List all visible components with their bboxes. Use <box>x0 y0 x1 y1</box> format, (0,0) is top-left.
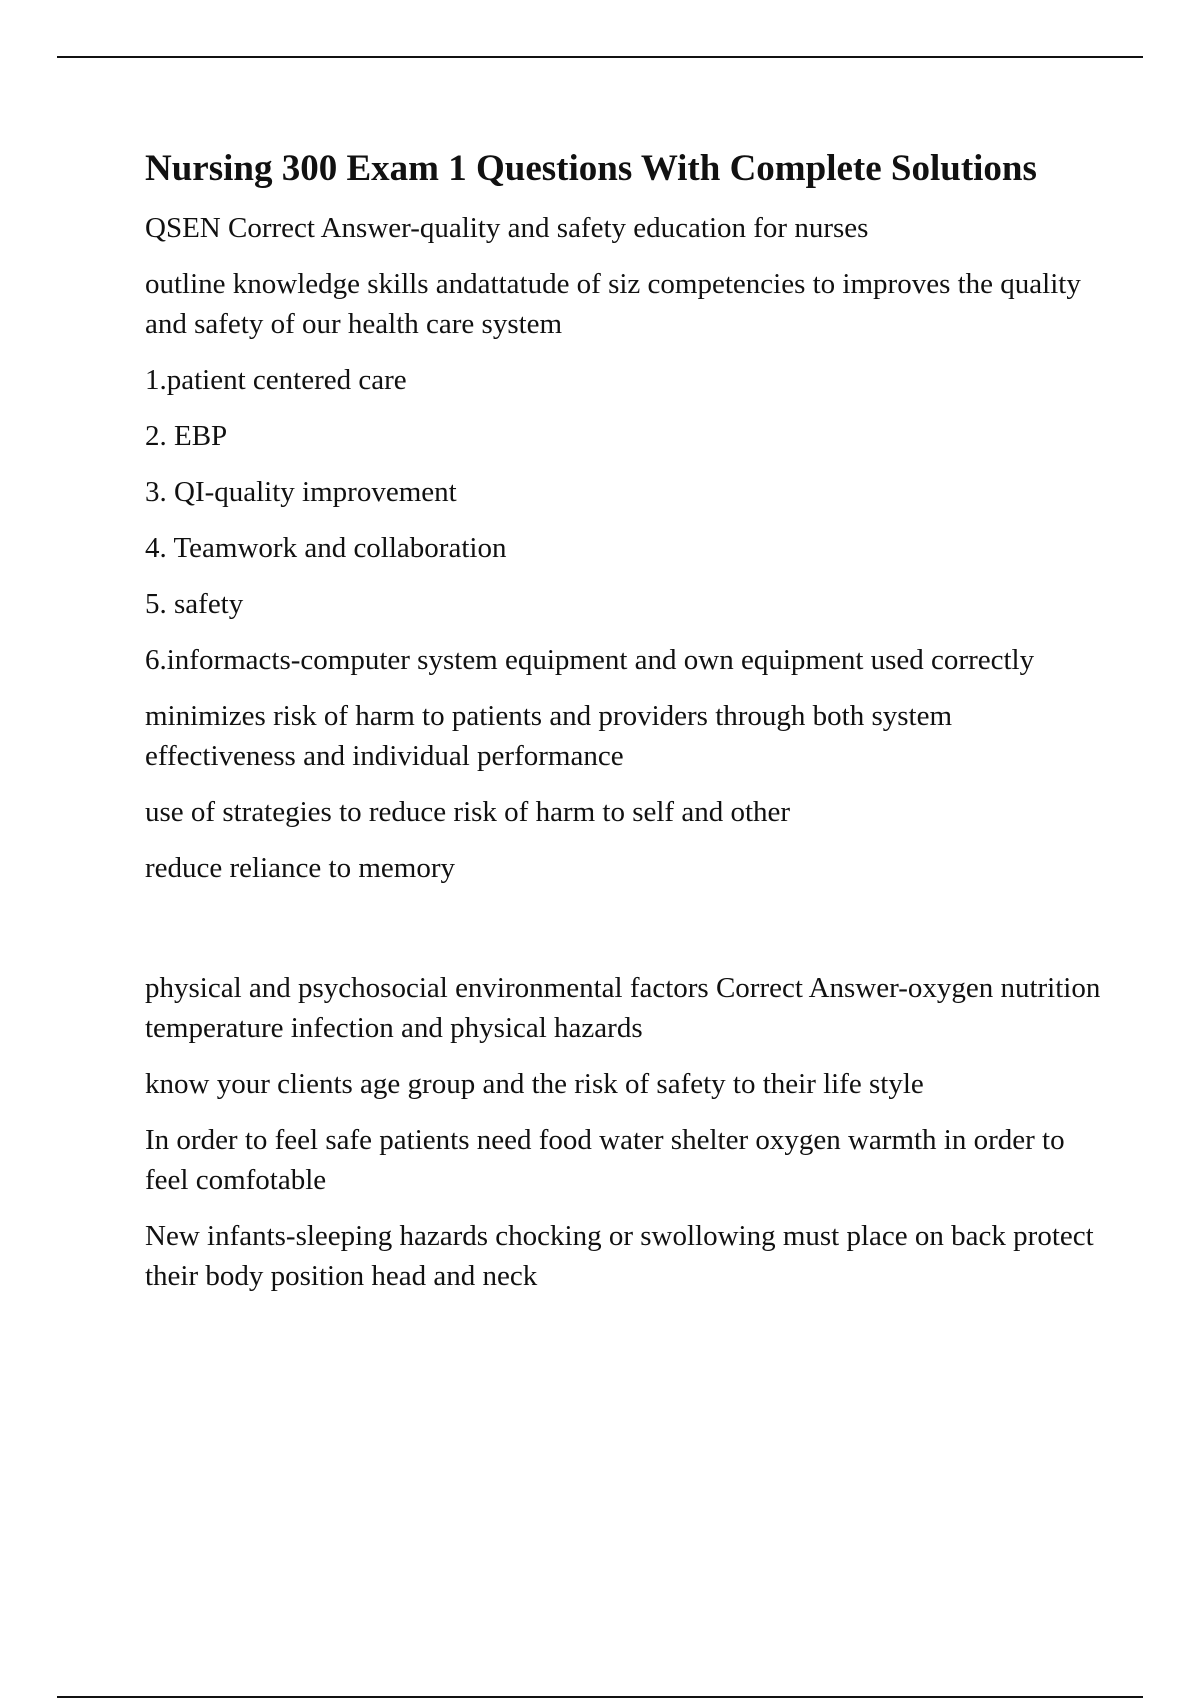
paragraph-new-infants: New infants-sleeping hazards chocking or swollowing must place on back protect their body position head and neck <box>145 1220 1094 1292</box>
list-item-teamwork: 4. Teamwork and collaboration <box>145 532 507 564</box>
list-item-informatics: 6.informacts-computer system equipment and own equipment used correctly <box>145 644 1035 676</box>
paragraph-reduce-reliance: reduce reliance to memory <box>145 852 455 884</box>
list-item-quality-improvement: 3. QI-quality improvement <box>145 476 457 508</box>
list-item-patient-centered-care: 1.patient centered care <box>145 364 407 396</box>
top-rule <box>57 56 1143 58</box>
document-body <box>145 144 1105 1312</box>
paragraph-qsen-outline: outline knowledge skills andattatude of siz competencies to improves the quality and safety of our health care system <box>145 268 1081 340</box>
paragraph-strategies: use of strategies to reduce risk of harm to self and other <box>145 796 791 828</box>
paragraph-client-age-group: know your clients age group and the risk of safety to their life style <box>145 1068 924 1100</box>
document-title: Nursing 300 Exam 1 Questions With Complete Solutions <box>145 148 1037 189</box>
bottom-rule <box>57 1696 1143 1698</box>
list-item-ebp: 2. EBP <box>145 420 228 452</box>
paragraph-minimize-risk: minimizes risk of harm to patients and providers through both system effectiveness and individual performance <box>145 700 953 772</box>
paragraph-feel-safe: In order to feel safe patients need food water shelter oxygen warmth in order to feel comfotable <box>145 1124 1065 1196</box>
paragraph-environmental-factors: physical and psychosocial environmental factors Correct Answer-oxygen nutrition temperature infection and physical hazards <box>145 972 1101 1044</box>
section-spacer <box>145 904 1105 968</box>
paragraph-qsen-definition: QSEN Correct Answer-quality and safety education for nurses <box>145 212 869 244</box>
list-item-safety: 5. safety <box>145 588 244 620</box>
